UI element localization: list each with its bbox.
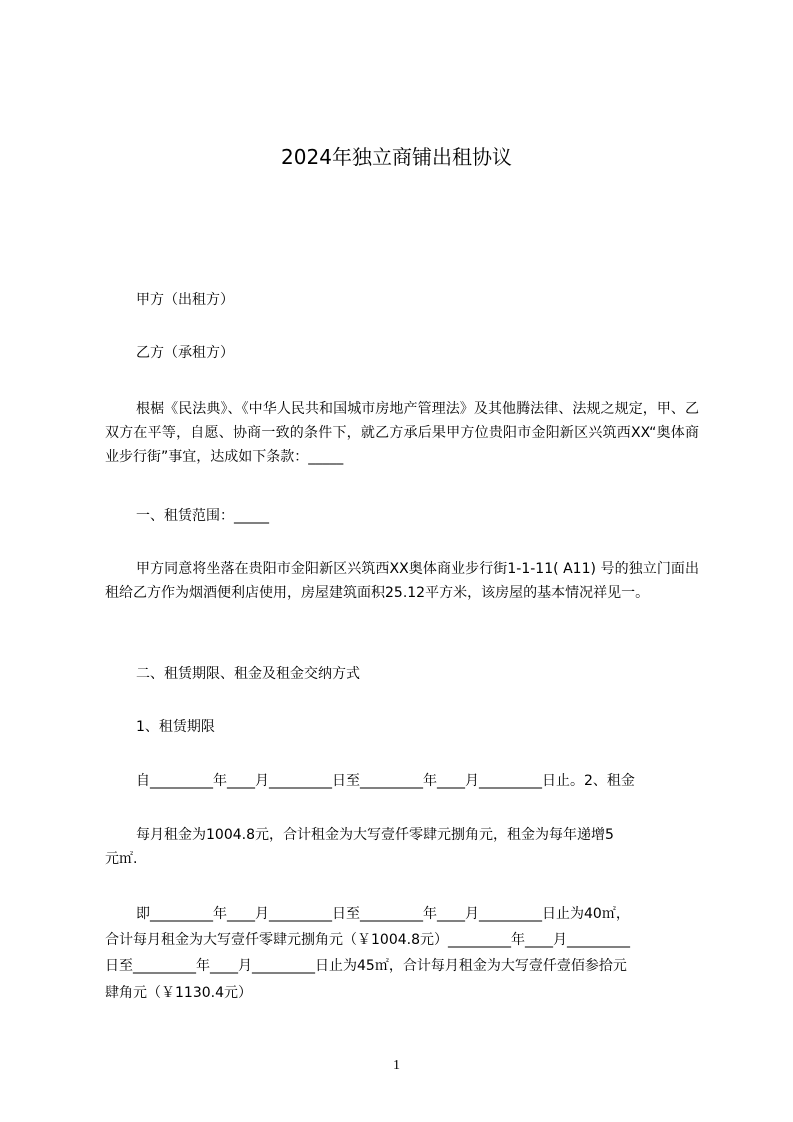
subsection-1-heading: 1、租赁期限 xyxy=(136,719,215,735)
lease-term-line: 自_________年____月_________日至_________年____月_________日止。2、租金 xyxy=(136,773,635,789)
page-number: 1 xyxy=(393,1058,400,1073)
schedule-line-1: 即_________年____月_________日至_________年____月_________日止为40㎡， xyxy=(136,906,630,922)
section-2-heading: 二、租赁期限、租金及租金交纳方式 xyxy=(136,666,360,682)
party-b-label: 乙方（承租方） xyxy=(136,345,234,361)
section-1-heading: 一、租赁范围：_____ xyxy=(136,508,269,524)
rent-line-2: 元㎡. xyxy=(105,851,138,867)
schedule-line-3: 日至_________年____月_________日止为45㎡，合计每月租金为大写壹仟壹佰参拾元 xyxy=(105,958,627,974)
preamble-paragraph: 根椐《民法典》、《中华人民共和国城市房地产管理法》及其他腾法律、法规之规定，甲、乙双方在平等，自愿、协商一致的条件下，就乙方承后果甲方位贵阳市金阳新区兴筑西XX“奥体商业步行街”事宜，达成如下条款：_____ xyxy=(105,401,699,465)
schedule-line-2: 合计每月租金为大写壹仟零肆元捌角元（￥1004.8元）_________年____月_________ xyxy=(105,932,630,948)
schedule-line-4: 肆角元（￥1130.4元） xyxy=(105,985,252,1001)
document-title: 2024年独立商铺出租协议 xyxy=(281,145,512,169)
section-1-body: 甲方同意将坐落在贵阳市金阳新区兴筑西XX奥体商业步行街1-1-11( A11) 号的独立门面出租给乙方作为烟酒便利店使用，房屋建筑面积25.12平方米，该房屋的基本情况祥见一。 xyxy=(105,561,699,601)
rent-line-1: 每月租金为1004.8元，合计租金为大写壹仟零肆元捌角元，租金为每年递增5 xyxy=(136,827,614,843)
party-a-label: 甲方（出租方） xyxy=(136,292,234,308)
